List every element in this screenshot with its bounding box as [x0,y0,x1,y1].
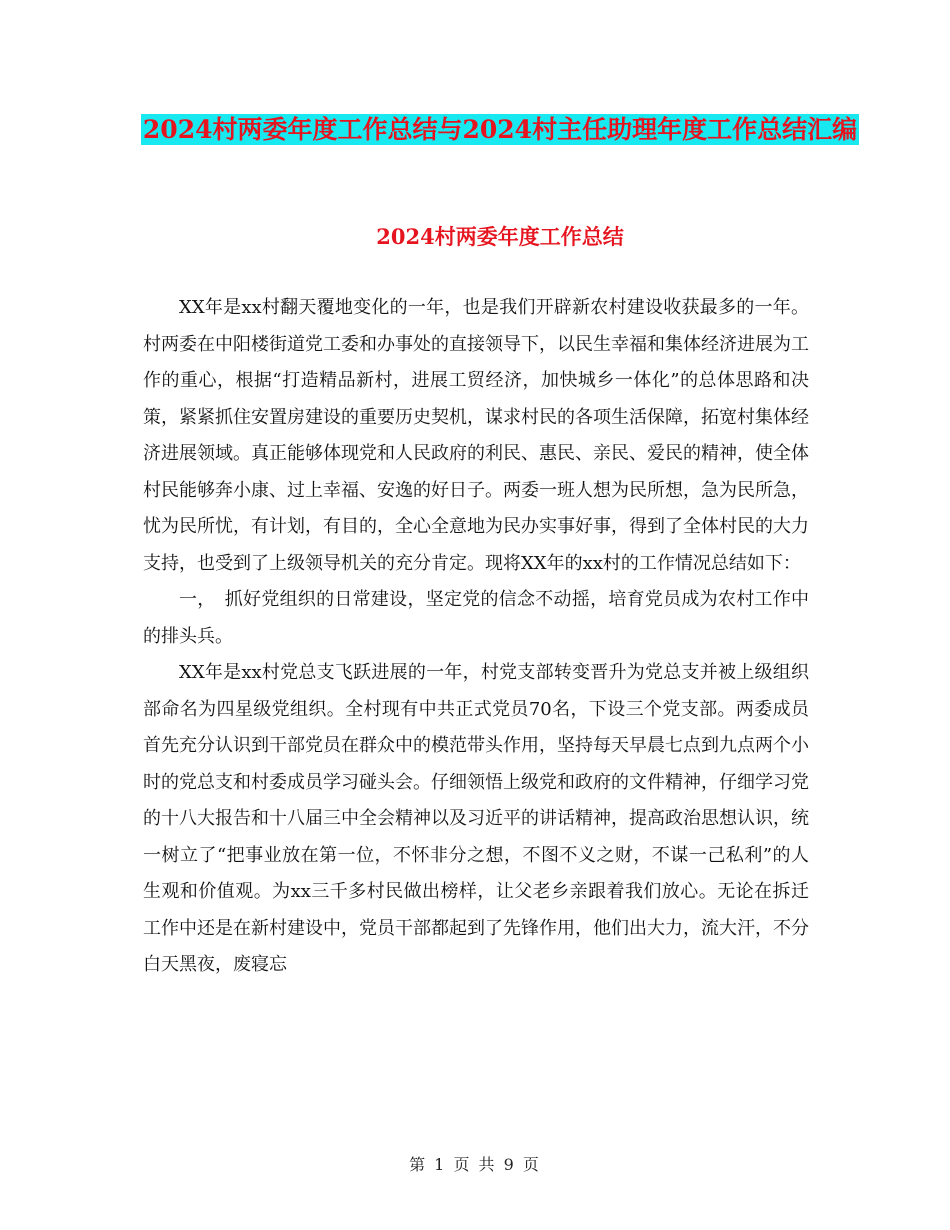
document-body [143,290,809,984]
paragraph-intro: XX年是xx村翻天覆地变化的一年，也是我们开辟新农村建设收获最多的一年。村两委在中阳楼街道党工委和办事处的直接领导下，以民生幸福和集体经济进展为工作的重心，根据“打造精品新村，进展工贸经济，加快城乡一体化”的总体思路和决策，紧紧抓住安置房建设的重要历史契机，谋求村民的各项生活保障，拓宽村集体经济进展领域。真正能够体现党和人民政府的利民、惠民、亲民、爱民的精神，使全体村民能够奔小康、过上幸福、安逸的好日子。两委一班人想为民所想，急为民所急，忧为民所忧，有计划，有目的，全心全意地为民办实事好事，得到了全体村民的大力支持，也受到了上级领导机关的充分肯定。现将XX年的xx村的工作情况总结如下： [143,297,809,574]
document-title-highlight: 2024村两委年度工作总结与2024村主任助理年度工作总结汇编 [142,115,858,144]
page-footer: 第 1 页 共 9 页 [409,1155,541,1174]
section-title: 2024村两委年度工作总结 [376,224,624,249]
document-title [130,106,870,153]
paragraph-party-building: XX年是xx村党总支飞跃进展的一年，村党支部转变晋升为党总支并被上级组织部命名为四星级党组织。全村现有中共正式党员70名，下设三个党支部。两委成员首先充分认识到干部党员在群众中的模范带头作用，坚持每天早晨七点到九点两个小时的党总支和村委成员学习碰头会。仔细领悟上级党和政府的文件精神，仔细学习党的十八大报告和十八届三中全会精神以及习近平的讲话精神，提高政治思想认识，统一树立了“把事业放在第一位，不怀非分之想，不图不义之财，不谋一己私利”的人生观和价值观。为xx三千多村民做出榜样，让父老乡亲跟着我们放心。无论在拆迁工作中还是在新村建设中，党员干部都起到了先锋作用，他们出大力，流大汗，不分白天黑夜，废寝忘 [143,662,809,975]
paragraph-item-one: 一， 抓好党组织的日常建设，坚定党的信念不动摇，培育党员成为农村工作中的排头兵。 [143,589,809,647]
